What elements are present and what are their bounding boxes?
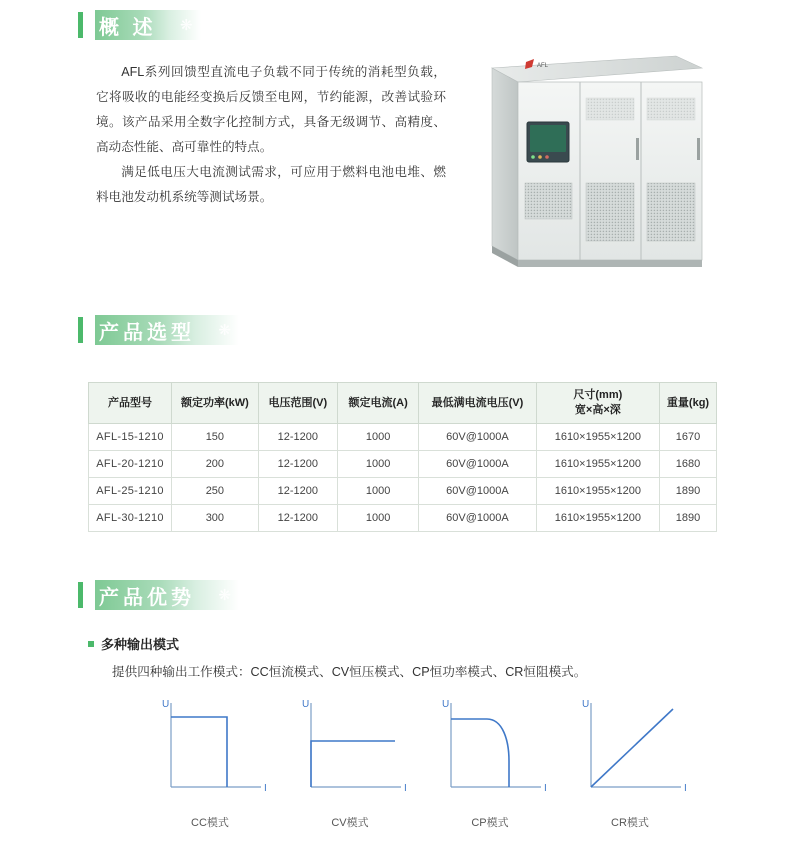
advantage-section — [78, 578, 718, 612]
cv-caption: CV模式 — [331, 817, 369, 829]
product-selection-table — [88, 382, 717, 532]
cell-model: AFL-25-1210 — [89, 478, 172, 505]
cell-weight: 1680 — [660, 451, 717, 478]
cell-rated-power: 300 — [172, 505, 259, 532]
cell-rated-power: 250 — [172, 478, 259, 505]
chart-cr — [560, 695, 700, 830]
heading-chip — [95, 10, 201, 40]
selection-heading — [78, 313, 718, 347]
cell-min-full-current-voltage: 60V@1000A — [419, 424, 536, 451]
cell-rated-current: 1000 — [338, 424, 419, 451]
col-dimensions — [536, 383, 659, 424]
spec-table-container — [88, 382, 717, 532]
cell-dimensions: 1610×1955×1200 — [536, 478, 659, 505]
cell-voltage-range: 12-1200 — [258, 451, 337, 478]
cell-dimensions: 1610×1955×1200 — [536, 451, 659, 478]
cell-voltage-range: 12-1200 — [258, 505, 337, 532]
overview-paragraph-1: AFL系列回馈型直流电子负载不同于传统的消耗型负载，它将吸收的电能经变换后反馈至电网，节约能源，改善试验环境。该产品采用全数字化控制方式，具备无级调节、高精度、高动态性能、高可靠性的特点。 — [96, 65, 446, 154]
cell-rated-current: 1000 — [338, 505, 419, 532]
cell-model: AFL-30-1210 — [89, 505, 172, 532]
table-row — [89, 424, 717, 451]
heading-accent-bar — [78, 317, 83, 343]
cc-ylabel: U — [162, 699, 170, 710]
cell-voltage-range: 12-1200 — [258, 478, 337, 505]
selection-heading-text: 产品选型 — [99, 321, 195, 344]
cell-rated-current: 1000 — [338, 478, 419, 505]
cell-min-full-current-voltage: 60V@1000A — [419, 478, 536, 505]
col-rated-current: 额定电流(A) — [338, 383, 419, 424]
cell-weight: 1890 — [660, 478, 717, 505]
heading-chip — [95, 580, 239, 610]
cell-rated-current: 1000 — [338, 451, 419, 478]
product-cabinet-image — [470, 38, 720, 278]
output-mode-charts — [140, 695, 700, 830]
cell-voltage-range: 12-1200 — [258, 424, 337, 451]
col-weight: 重量(kg) — [660, 383, 717, 424]
overview-section — [78, 8, 718, 42]
col-dimensions-line2: 宽×高×深 — [574, 404, 621, 416]
bullet-square-icon — [88, 641, 94, 647]
cabinet-illustration — [470, 38, 720, 278]
svg-text:AFL: AFL — [537, 63, 549, 69]
cell-model: AFL-20-1210 — [89, 451, 172, 478]
cc-caption: CC模式 — [191, 817, 229, 829]
col-voltage-range: 电压范围(V) — [258, 383, 337, 424]
overview-paragraph-2: 满足低电压大电流测试需求，可应用于燃料电池电堆、燃料电池发动机系统等测试场景。 — [96, 165, 446, 204]
cr-curve-svg — [565, 695, 695, 803]
cp-caption: CP模式 — [471, 817, 509, 829]
col-min-full-current-voltage: 最低满电流电压(V) — [419, 383, 536, 424]
cr-caption: CR模式 — [611, 817, 649, 829]
table-row — [89, 451, 717, 478]
cr-ylabel: U — [582, 699, 590, 710]
col-model: 产品型号 — [89, 383, 172, 424]
cell-weight: 1670 — [660, 424, 717, 451]
cell-dimensions: 1610×1955×1200 — [536, 505, 659, 532]
overview-heading — [78, 8, 718, 42]
cp-ylabel: U — [442, 699, 450, 710]
col-dimensions-line1: 尺寸(mm) — [573, 389, 623, 401]
cc-xlabel: I — [264, 783, 267, 794]
flower-decoration-icon: ❋ — [218, 322, 231, 339]
cell-min-full-current-voltage: 60V@1000A — [419, 451, 536, 478]
heading-chip — [95, 315, 239, 345]
heading-accent-bar — [78, 582, 83, 608]
cc-curve-svg — [145, 695, 275, 803]
advantage-item-title-row — [88, 634, 179, 653]
cv-ylabel: U — [302, 699, 310, 710]
cv-curve-svg — [285, 695, 415, 803]
flower-decoration-icon: ❋ — [179, 17, 193, 34]
chart-cp — [420, 695, 560, 830]
table-header-row — [89, 383, 717, 424]
heading-accent-bar — [78, 12, 83, 38]
chart-cc — [140, 695, 280, 830]
cell-rated-power: 200 — [172, 451, 259, 478]
col-rated-power: 额定功率(kW) — [172, 383, 259, 424]
cp-xlabel: I — [544, 783, 547, 794]
table-row — [89, 478, 717, 505]
chart-cv — [280, 695, 420, 830]
advantage-heading — [78, 578, 718, 612]
overview-heading-text: 概 述 — [99, 16, 157, 39]
cv-xlabel: I — [404, 783, 407, 794]
cell-model: AFL-15-1210 — [89, 424, 172, 451]
overview-body — [96, 60, 446, 210]
advantage-item-title: 多种输出模式 — [101, 637, 180, 652]
cell-weight: 1890 — [660, 505, 717, 532]
flower-decoration-icon: ❋ — [218, 587, 231, 604]
table-row — [89, 505, 717, 532]
cr-xlabel: I — [684, 783, 687, 794]
advantage-item-description: 提供四种输出工作模式：CC恒流模式、CV恒压模式、CP恒功率模式、CR恒阻模式。 — [112, 665, 587, 679]
cell-rated-power: 150 — [172, 424, 259, 451]
advantage-heading-text: 产品优势 — [99, 586, 195, 609]
selection-section — [78, 313, 718, 347]
cell-dimensions: 1610×1955×1200 — [536, 424, 659, 451]
cell-min-full-current-voltage: 60V@1000A — [419, 505, 536, 532]
cp-curve-svg — [425, 695, 555, 803]
